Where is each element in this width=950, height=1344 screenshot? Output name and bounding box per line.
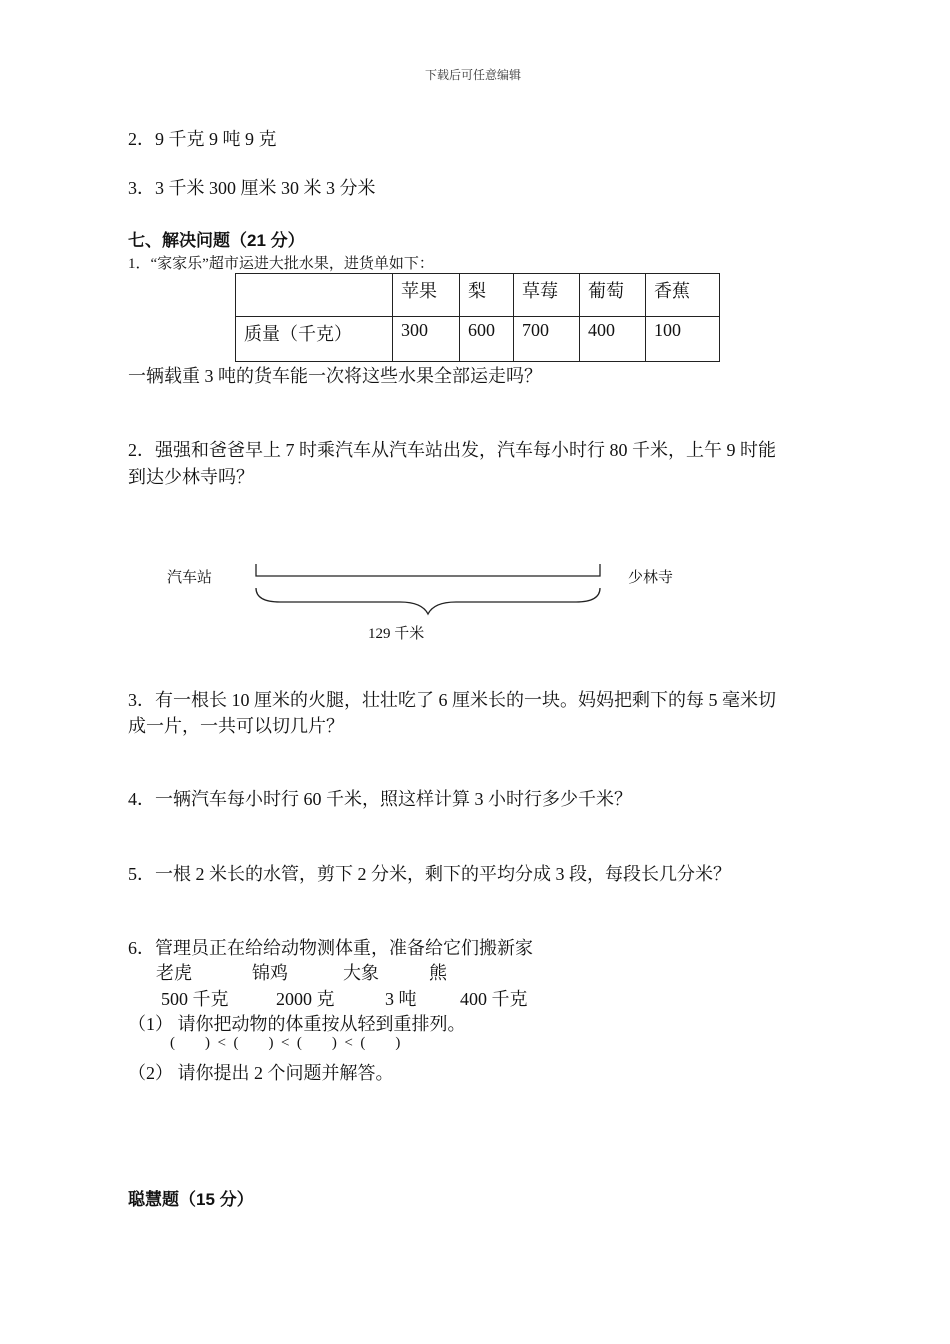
diagram-end-label: 少林寺 [628,570,674,586]
table-cell: 香蕉 [646,274,720,317]
animal-tiger: 老虎 [156,963,192,983]
table-cell: 苹果 [393,274,460,317]
page-header: 下载后可任意编辑 [425,68,522,82]
animal-bear: 熊 [429,963,447,983]
table-header-row [236,274,720,317]
table-cell [236,274,393,317]
weight-pheasant: 2000 克 [276,989,335,1009]
animal-elephant: 大象 [343,963,379,983]
question-5: 5．一根 2 米长的水管，剪下 2 分米，剩下的平均分成 3 段，每段长几分米？ [128,864,731,884]
table-cell: 700 [514,317,580,362]
table-row [236,317,720,362]
question-6-intro: 6．管理员正在给给动物测体重，准备给它们搬新家 [128,938,533,958]
distance-label: 129 千米 [368,626,425,642]
question-6-part1: （1） 请你把动物的体重按从轻到重排列。 [128,1014,466,1034]
question-3-line1: 3．有一根长 10 厘米的火腿，壮壮吃了 6 厘米长的一块。妈妈把剩下的每 5 毫米切 [128,690,776,710]
weight-tiger: 500 千克 [161,989,229,1009]
question-2-line2: 到达少林寺吗？ [128,467,254,487]
table-cell: 100 [646,317,720,362]
weight-elephant: 3 吨 [385,989,417,1009]
fruit-table [235,273,720,362]
weight-bear: 400 千克 [460,989,528,1009]
table-cell: 300 [393,317,460,362]
question-6-part2: （2） 请你提出 2 个问题并解答。 [128,1063,394,1083]
section-title: 七、解决问题（21 分） [128,231,305,250]
bonus-section-title: 聪慧题（15 分） [128,1190,254,1209]
question-3-line2: 成一片，一共可以切几片？ [128,716,344,736]
question-2-line1: 2．强强和爸爸早上 7 时乘汽车从汽车站出发，汽车每小时行 80 千米，上午 9 时能 [128,440,776,460]
answer-line-3: 3．3 千米 300 厘米 30 米 3 分米 [128,178,376,198]
diagram-start-label: 汽车站 [167,570,213,586]
animal-pheasant: 锦鸡 [252,963,288,983]
distance-diagram [250,558,610,618]
table-cell: 400 [580,317,646,362]
table-cell: 草莓 [514,274,580,317]
ordering-blanks: ( ) < ( ) < ( ) < ( ) [170,1035,401,1051]
table-cell: 梨 [460,274,514,317]
table-cell: 600 [460,317,514,362]
question-1-text: 一辆载重 3 吨的货车能一次将这些水果全部运走吗？ [128,366,542,386]
question-4: 4．一辆汽车每小时行 60 千米，照这样计算 3 小时行多少千米？ [128,789,632,809]
answer-line-2: 2．9 千克 9 吨 9 克 [128,129,277,149]
question-1-intro: 1．“家家乐”超市运进大批水果，进货单如下： [128,256,434,272]
table-cell: 葡萄 [580,274,646,317]
table-cell: 质量（千克） [236,317,393,362]
